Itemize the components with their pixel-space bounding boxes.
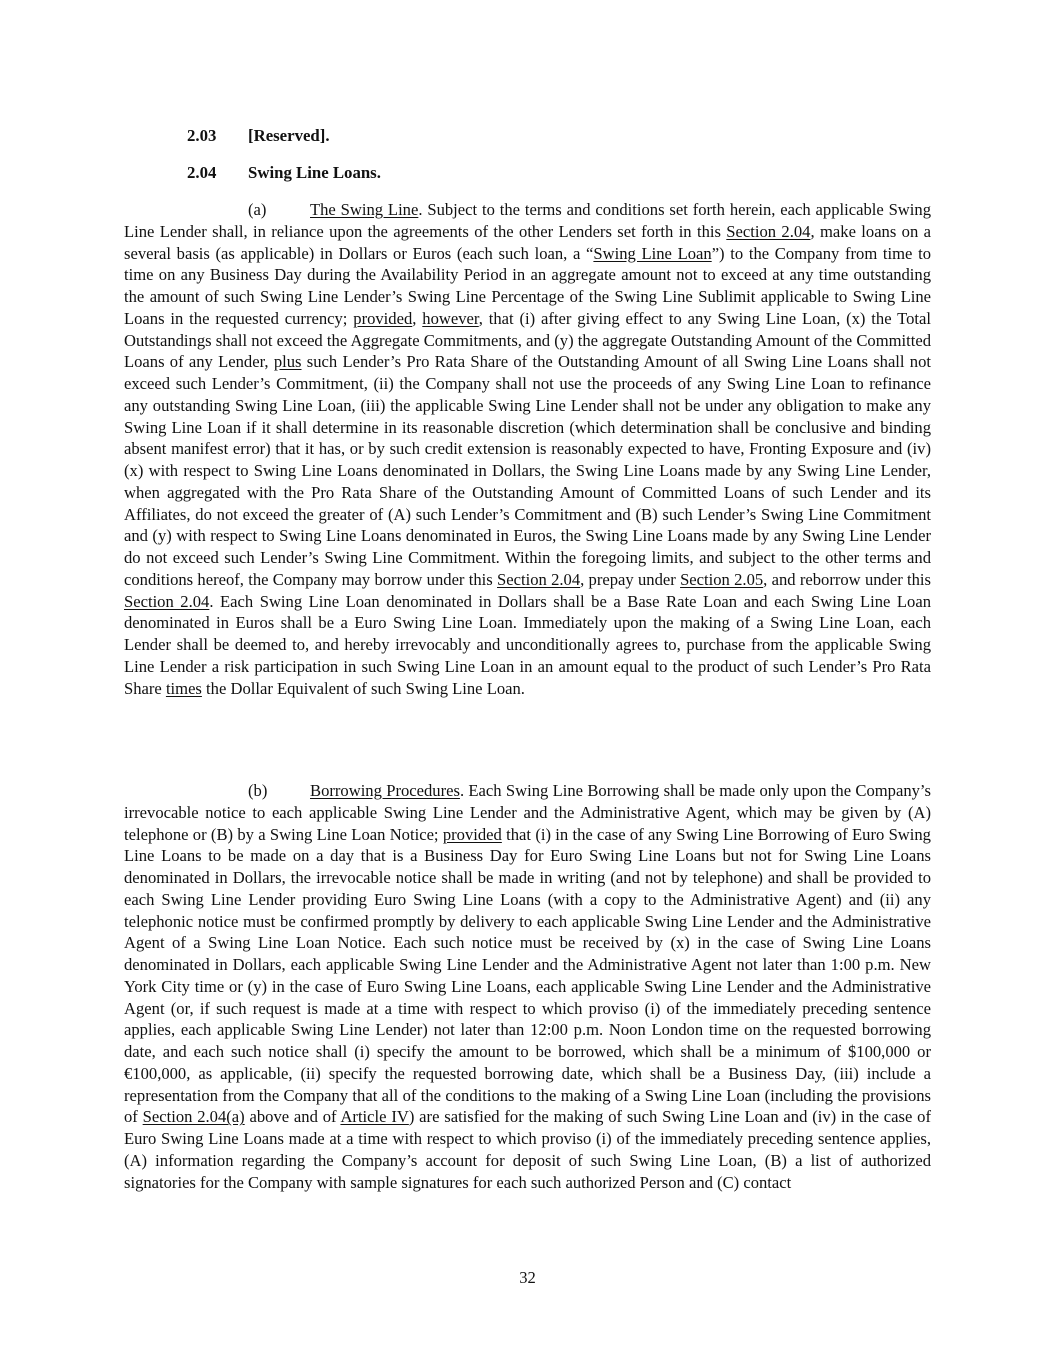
section-heading-2-04 — [187, 162, 381, 184]
underlined-term: Borrowing Procedures — [310, 781, 460, 800]
paragraph-marker: (a) — [248, 200, 267, 219]
text-run: , make loans on a several basis (as applicable) in Dollars or Euros (each such loan, a “ — [124, 221, 931, 263]
section-number: 2.03 — [187, 126, 217, 145]
text-run: . Each Swing Line Borrowing shall be made only upon the Company’s irrevocable notice to each applicable Swing Line Lender and the Administrative Agent, which may be given by (A) telephone or (B) by a Swing Line Loan Notice; — [124, 781, 931, 844]
text-run: , that (i) after giving effect to any Swing Line Loan, (x) the Total Outstandings shall not exceed the Aggregate Commitments, and (y) the aggregate Outstanding Amount of the Committed Loans of any Lender, — [124, 308, 932, 372]
paragraph-a — [124, 199, 931, 699]
paragraph-b — [124, 780, 931, 1193]
text-run: ) are satisfied for the making of such Swing Line Loan and (iv) in the case of Euro Swing Line Loans made at a time with respect to which proviso (i) of the immediately preceding sentence applies, (A) information regarding the Company’s account for deposit of such Swing Line Loan, (B) a list of authorized signatories for the Company with sample signatures for each such authorized Person and (C) contact — [124, 1107, 931, 1192]
text-run: . Subject to the terms and conditions set forth herein, each applicable Swing Line Lender shall, in reliance upon the agreements of the other Lenders set forth in this — [124, 200, 931, 241]
text-run: ”) to the Company from time to time on any Business Day during the Availability Period in an aggregate amount not to exceed at any time outstanding the amount of such Swing Line Lender’s Swing Line Percentage of the Swing Line Sublimit applicable to Swing Line Loans in the requested currency; — [124, 243, 931, 328]
text-run: , prepay under — [580, 569, 681, 589]
text-run: . Each Swing Line Loan denominated in Dollars shall be a Base Rate Loan and each Swing Line Loan denominated in Euros shall be a Euro Swing Line Loan. Immediately upon the making of a Swing Line Loan, each Lender shall be deemed to, and hereby irrevocably and unconditionally agrees to, purchase from the applicable Swing Line Lender a risk participation in such Swing Line Loan in an amount equal to the product of such Lender’s Pro Rata Share — [124, 591, 931, 698]
section-number: 2.04 — [187, 163, 217, 182]
underlined-term: provided — [442, 824, 502, 844]
paragraph-b-body — [124, 781, 931, 1192]
underlined-term: Section 2.04 — [726, 221, 811, 241]
underlined-term: plus — [273, 352, 302, 372]
text-run: above and of — [244, 1107, 341, 1127]
underlined-term: Article IV — [340, 1107, 409, 1127]
underlined-term: Section 2.04 — [497, 569, 581, 589]
text-run: the Dollar Equivalent of such Swing Line Loan. — [201, 678, 525, 698]
underlined-term: times — [165, 678, 202, 698]
underlined-term: The Swing Line — [310, 200, 419, 219]
paragraph-marker: (b) — [248, 781, 268, 800]
paragraph-a-body — [124, 200, 931, 698]
underlined-term: Swing Line Loan — [593, 243, 712, 263]
underlined-term: Section 2.05 — [680, 569, 764, 589]
page-number: 32 — [519, 1268, 536, 1287]
underlined-term: however — [422, 308, 479, 328]
underlined-term: provided — [353, 308, 413, 328]
underlined-term: Section 2.04(a) — [142, 1107, 245, 1127]
text-run: , — [412, 308, 423, 328]
section-title: Swing Line Loans. — [248, 163, 381, 182]
text-run: such Lender’s Pro Rata Share of the Outstanding Amount of all Swing Line Loans shall not exceed such Lender’s Commitment, (ii) the Company shall not use the proceeds of any Swing Line Loan to refinance any outstanding Swing Line Loan, (iii) the applicable Swing Line Lender shall not be under any obligation to make any Swing Line Loan if it shall determine in its reasonable discretion (which determination shall be conclusive and binding absent manifest error) that it has, or by such credit extension is reasonably expected to have, Fronting Exposure and (iv)(x) with respect to Swing Line Loans denominated in Dollars, the Swing Line Loans made by any Swing Line Lender, when aggregated with the Pro Rata Share of the Outstanding Amount of Committed Loans of such Lender and its Affiliates, do not exceed the greater of (A) such Lender’s Commitment and (B) such Lender’s Swing Line Commitment and (y) with respect to Swing Line Loans denominated in Euros, the Swing Line Loans made by any Swing Line Lender do not exceed such Lender’s Swing Line Commitment. Within the foregoing limits, and subject to the other terms and conditions hereof, the Company may borrow under this — [124, 352, 931, 589]
section-title: [Reserved]. — [248, 126, 330, 145]
text-run: , and reborrow under this — [763, 569, 931, 589]
section-heading-2-03 — [187, 125, 330, 147]
underlined-term: Section 2.04 — [124, 591, 210, 611]
text-run: that (i) in the case of any Swing Line Borrowing of Euro Swing Line Loans to be made on a day that is a Business Day for Euro Swing Line Loans but not for Swing Line Loans denominated in Dollars, the irrevocable notice shall be made in writing (and not by telephone) and shall be provided to each Swing Line Lender providing Euro Swing Line Loans (with a copy to the Administrative Agent) and (ii) any telephonic notice must be confirmed promptly by delivery to each applicable Swing Line Lender and the Administrative Agent of a Swing Line Loan Notice. Each such notice must be received by (x) in the case of Swing Line Loans denominated in Dollars, each applicable Swing Line Lender and the Administrative Agent not later than 1:00 p.m. New York City time or (y) in the case of Euro Swing Line Loans, each applicable Swing Line Lender and the Administrative Agent (or, if such request is made at a time with respect to which proviso (i) of the immediately preceding sentence applies, each applicable Swing Line Lender) not later than 12:00 p.m. Noon London time on the requested borrowing date, and each such notice shall (i) specify the amount to be borrowed, which shall be a minimum of $100,000 or €100,000, as applicable, (ii) specify the requested borrowing date, which shall be a Business Day, (iii) include a representation from the Company that all of the conditions to the making of a Swing Line Loan (including the provisions of — [124, 824, 931, 1127]
